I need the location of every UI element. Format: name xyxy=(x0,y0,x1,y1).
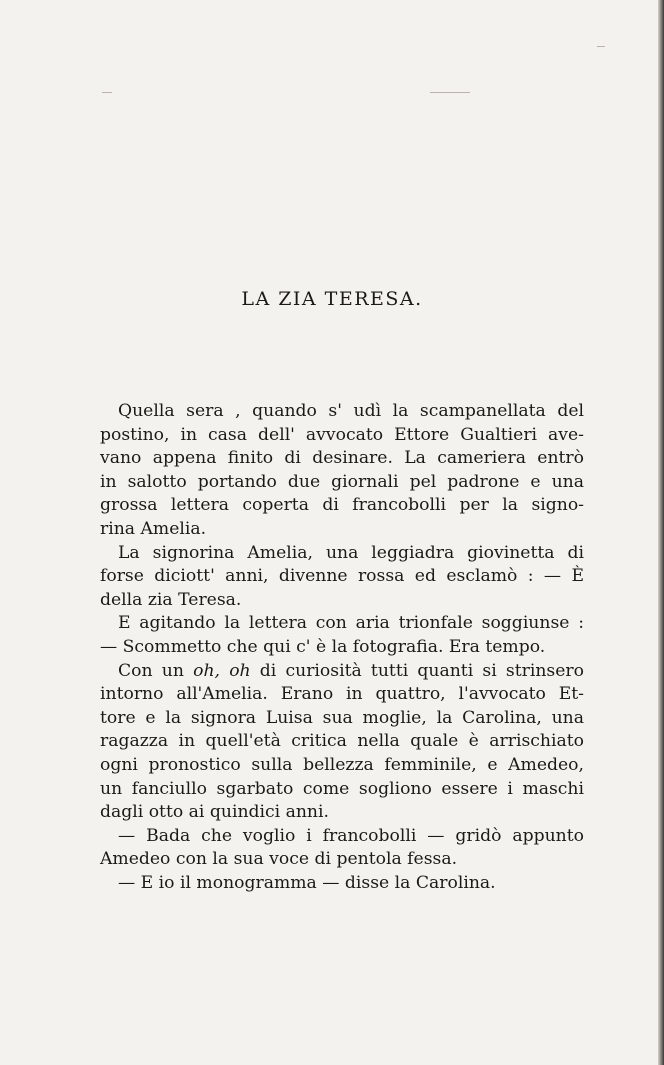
text-line: Con un oh, oh di curiosità tutti quanti si strinsero xyxy=(118,660,584,681)
text-line: della zia Teresa. xyxy=(100,589,242,610)
body-text xyxy=(100,400,584,895)
text-line: — Bada che voglio i francobolli — gridò appunto xyxy=(118,825,584,846)
page-edge xyxy=(658,0,664,1065)
text-line: dagli otto ai quindici anni. xyxy=(100,802,329,823)
text-line: — E io il monogramma — disse la Carolina. xyxy=(118,872,496,893)
text-line: tore e la signora Luisa sua moglie, la Carolina, una xyxy=(100,707,584,728)
text-line: E agitando la lettera con aria trionfale soggiunse : xyxy=(118,613,584,634)
text-line: intorno all'Amelia. Erano in quattro, l'avvocato Et- xyxy=(100,684,584,705)
text-line: un fanciullo sgarbato come sogliono essere i maschi xyxy=(100,778,584,799)
text-line: Quella sera , quando s' udì la scampanellata del xyxy=(118,401,584,421)
text-line: ogni pronostico sulla bellezza femminile, e Amedeo, xyxy=(100,754,584,775)
text-line: forse diciott' anni, divenne rossa ed esclamò : — È xyxy=(100,566,584,587)
chapter-title: LA ZIA TERESA. xyxy=(241,288,423,310)
text-line: vano appena finito di desinare. La cameriera entrò xyxy=(100,448,584,469)
page-mark xyxy=(597,46,605,47)
text-line: — Scommetto che qui c' è la fotografia. Era tempo. xyxy=(100,636,546,657)
text-line: in salotto portando due giornali pel padrone e una xyxy=(100,471,584,492)
text-line: ragazza in quell'età critica nella quale è arrischiato xyxy=(100,731,584,752)
page-mark xyxy=(430,92,470,93)
text-line: rina Amelia. xyxy=(100,518,207,539)
page-mark xyxy=(102,92,112,93)
text-line: postino, in casa dell' avvocato Ettore Gualtieri ave- xyxy=(100,424,584,445)
text-line: Amedeo con la sua voce di pentola fessa. xyxy=(100,849,458,870)
text-line: grossa lettera coperta di francobolli per la signo- xyxy=(100,495,584,516)
text-line: La signorina Amelia, una leggiadra giovinetta di xyxy=(118,542,584,563)
